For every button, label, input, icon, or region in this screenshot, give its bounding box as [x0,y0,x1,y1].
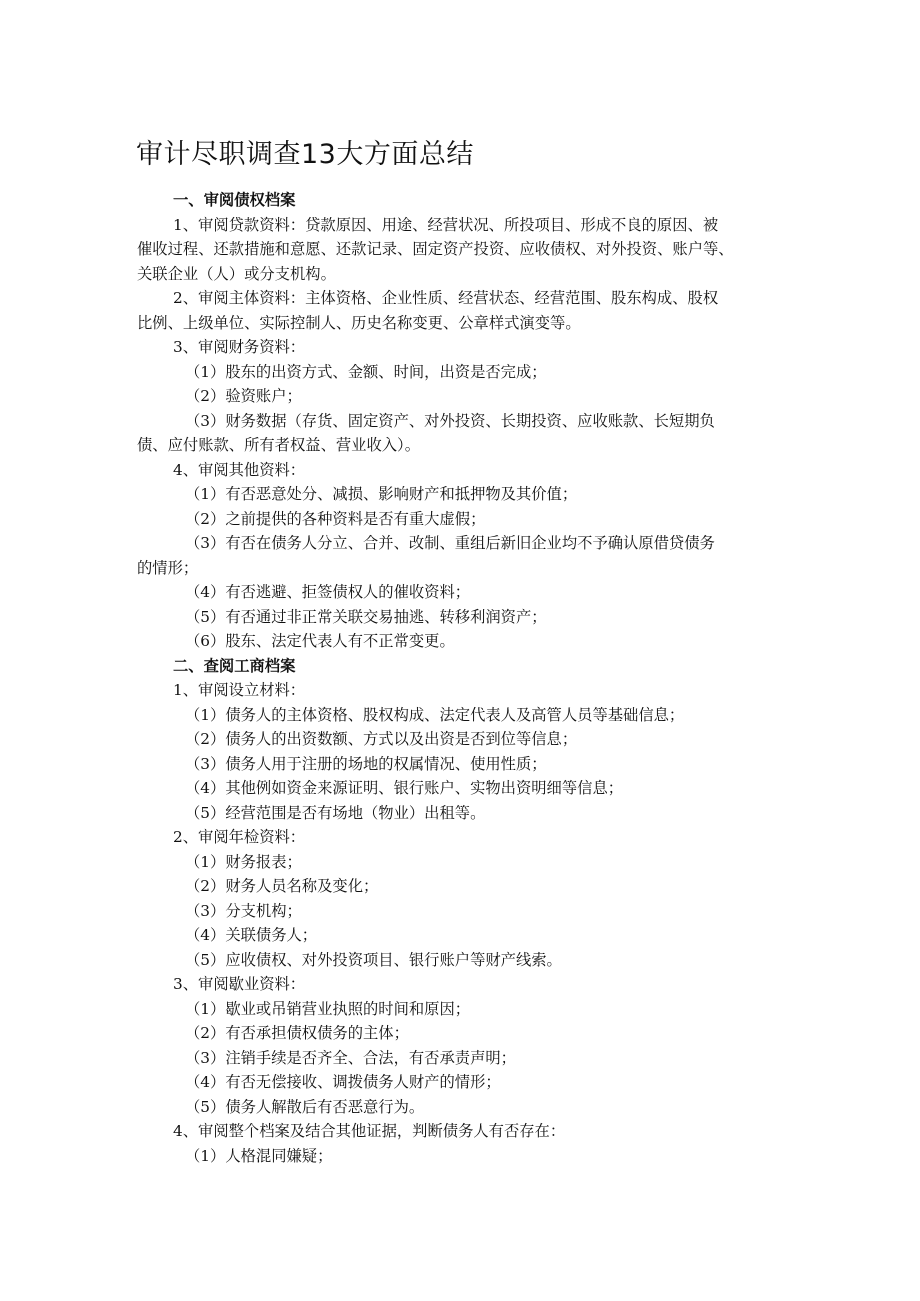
text-line: （5）有否通过非正常关联交易抽逃、转移利润资产； [185,607,547,626]
text-line: （2）之前提供的各种资料是否有重大虚假； [185,509,486,528]
text-line: （3）注销手续是否齐全、合法，有否承责声明； [185,1048,516,1067]
text-line: 1、审阅贷款资料：贷款原因、用途、经营状况、所投项目、形成不良的原因、被 [173,215,719,234]
text-line: （4）关联债务人； [185,926,318,944]
text-line: （4）有否无偿接收、调拨债务人财产的情形； [185,1073,501,1091]
text-line: （3）财务数据（存货、固定资产、对外投资、长期投资、应收账款、长短期负 [185,411,715,430]
text-line: （2）有否承担债权债务的主体； [185,1024,409,1042]
text-line: 催收过程、还款措施和意愿、还款记录、固定资产投资、应收债权、对外投资、账户等、 [137,240,734,258]
text-line: （1）债务人的主体资格、股权构成、法定代表人及高管人员等基础信息； [185,705,685,724]
text-line: 4、审阅整个档案及结合其他证据，判断债务人有否存在： [173,1122,566,1140]
text-line: （1）歇业或吊销营业执照的时间和原因； [185,999,471,1018]
text-line: （1）股东的出资方式、金额、时间，出资是否完成； [185,362,547,381]
text-line: 2、审阅年检资料： [173,828,306,846]
text-line: （6）股东、法定代表人有不正常变更。 [185,632,455,650]
text-line: （1）有否恶意处分、减损、影响财产和抵押物及其价值； [185,485,578,503]
text-line: （5）应收债权、对外投资项目、银行账户等财产线索。 [185,950,562,969]
text-line: 2、审阅主体资料：主体资格、企业性质、经营状态、经营范围、股东构成、股权 [173,289,719,307]
text-line: （4）有否逃避、拒签债权人的催收资料； [185,583,471,601]
section-heading: 一、审阅债权档案 [173,191,296,209]
text-line: 的情形； [137,558,199,577]
text-line: 比例、上级单位、实际控制人、历史名称变更、公章样式演变等。 [137,313,581,332]
text-line: 1、审阅设立材料： [173,681,306,699]
text-line: 关联企业（人）或分支机构。 [137,264,336,283]
text-line: （2）验资账户； [185,387,302,405]
text-line: 债、应付账款、所有者权益、营业收入）。 [137,436,420,454]
text-line: （3）债务人用于注册的场地的权属情况、使用性质； [185,754,547,773]
text-line: （1）财务报表； [185,852,302,871]
text-line: （3）分支机构； [185,901,302,920]
text-line: 3、审阅财务资料： [173,338,306,356]
document-body [137,188,785,1168]
document-title: 审计尽职调查13大方面总结 [136,139,474,170]
text-line: （1）人格混同嫌疑； [185,1146,333,1165]
text-line: 3、审阅歇业资料： [173,975,306,993]
text-line: 4、审阅其他资料： [173,460,306,479]
text-line: （5）债务人解散后有否恶意行为。 [185,1097,425,1116]
text-line: （5）经营范围是否有场地（物业）出租等。 [185,803,486,822]
text-line: （3）有否在债务人分立、合并、改制、重组后新旧企业均不予确认原借贷债务 [185,534,715,552]
section-heading: 二、查阅工商档案 [173,656,296,675]
text-line: （2）财务人员名称及变化； [185,877,379,895]
text-line: （4）其他例如资金来源证明、银行账户、实物出资明细等信息； [185,779,624,797]
text-line: （2）债务人的出资数额、方式以及出资是否到位等信息； [185,730,578,748]
